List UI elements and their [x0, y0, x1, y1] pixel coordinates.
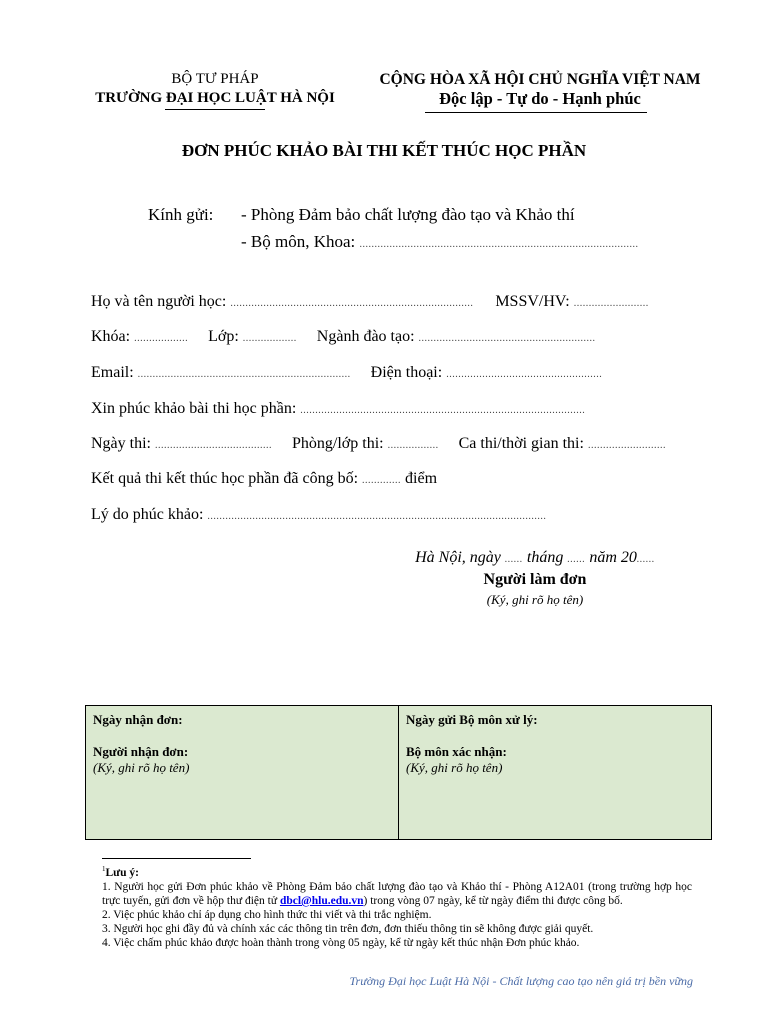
republic-name: CỘNG HÒA XÃ HỘI CHỦ NGHĨA VIỆT NAM: [379, 71, 701, 88]
shift-blank[interactable]: ..........................: [587, 440, 666, 451]
receipt-right-cell: [398, 706, 711, 839]
review-request-blank[interactable]: ...............................................................................................: [300, 405, 586, 416]
reason-label: Lý do phúc khảo:: [91, 506, 204, 523]
reason-blank[interactable]: .................................................................................................................: [207, 511, 547, 522]
recipient-line-1: - Phòng Đảm bảo chất lượng đào tạo và Khảo thí: [241, 205, 575, 224]
receive-date-label: Ngày nhận đơn:: [93, 712, 183, 727]
course-blank[interactable]: ..................: [134, 333, 189, 344]
row-contact: [91, 364, 602, 382]
day-blank[interactable]: ......: [504, 554, 523, 565]
month-blank[interactable]: ......: [567, 554, 586, 565]
ministry-name: BỘ TƯ PHÁP: [171, 71, 259, 87]
page-footer: Trường Đại học Luật Hà Nội - Chất lượng cao tạo nên giá trị bền vững: [349, 974, 693, 988]
course-label: Khóa:: [91, 328, 131, 345]
note-2: 2. Việc phúc khảo chỉ áp dụng cho hình thức thi viết và thi trắc nghiệm.: [102, 908, 432, 921]
room-label: Phòng/lớp thi:: [292, 435, 384, 452]
note-3: 3. Người học ghi đầy đủ và chính xác các thông tin trên đơn, đơn thiếu thông tin sẽ không được giải quyết.: [102, 922, 594, 935]
class-blank[interactable]: ..................: [242, 333, 297, 344]
footnote-separator: [102, 858, 251, 859]
recipient-block: [148, 201, 639, 258]
phone-label: Điện thoại:: [370, 364, 443, 381]
recipient-label: Kính gửi:: [148, 205, 214, 224]
year-blank[interactable]: ......: [636, 554, 655, 565]
forward-date-label: Ngày gửi Bộ môn xử lý:: [406, 712, 538, 727]
exam-date-blank[interactable]: .......................................: [155, 440, 272, 451]
room-blank[interactable]: .................: [387, 440, 439, 451]
row-name: [91, 293, 649, 311]
national-motto: Độc lập - Tự do - Hạnh phúc: [439, 89, 641, 108]
note-1: [102, 880, 692, 908]
form-title: ĐƠN PHÚC KHẢO BÀI THI KẾT THÚC HỌC PHẦN: [181, 141, 587, 160]
major-label: Ngành đào tạo:: [316, 328, 415, 345]
full-name-label: Họ và tên người học:: [91, 293, 227, 310]
row-review-request: [91, 400, 585, 418]
note-4: 4. Việc chấm phúc khảo được hoàn thành trong vòng 05 ngày, kể từ ngày kết thúc nhận Đơn phúc khảo.: [102, 936, 580, 949]
email-link[interactable]: dbcl@hlu.edu.vn: [279, 894, 364, 907]
row-reason: [91, 506, 546, 524]
student-id-blank[interactable]: .........................: [573, 298, 649, 309]
result-label: Kết quả thi kết thúc học phần đã công bố:: [91, 470, 359, 487]
department-confirm-label: Bộ môn xác nhận:: [406, 744, 507, 759]
row-result: [91, 470, 437, 488]
header-left-underline: [165, 109, 265, 110]
notes-title: Lưu ý:: [105, 866, 139, 879]
department-sign-note: (Ký, ghi rõ họ tên): [406, 760, 503, 775]
receiver-sign-note: (Ký, ghi rõ họ tên): [93, 760, 190, 775]
receipt-left-cell: [86, 706, 398, 839]
score-blank[interactable]: .............: [362, 475, 402, 486]
score-unit: điểm: [405, 470, 438, 487]
email-blank[interactable]: .......................................................................: [137, 369, 351, 380]
header-right: [362, 70, 718, 108]
date-year: năm 20: [589, 549, 637, 566]
exam-date-label: Ngày thi:: [91, 435, 151, 452]
review-request-label: Xin phúc khảo bài thi học phần:: [91, 400, 297, 417]
header-left: [70, 70, 360, 108]
school-name: TRƯỜNG ĐẠI HỌC LUẬT HÀ NỘI: [95, 90, 335, 106]
receiver-label: Người nhận đơn:: [93, 744, 189, 759]
full-name-blank[interactable]: .................................................................................: [230, 298, 474, 309]
date-place: Hà Nội, ngày: [415, 549, 501, 566]
phone-blank[interactable]: ....................................................: [446, 369, 603, 380]
note-1-tail: ) trong vòng 07 ngày, kể từ ngày điểm thi được công bố.: [363, 894, 623, 907]
student-id-label: MSSV/HV:: [495, 293, 570, 310]
signer-title: Người làm đơn: [483, 571, 587, 588]
signer-note: (Ký, ghi rõ họ tên): [486, 592, 584, 607]
footnote-marker: 1: [102, 865, 106, 873]
date-month: tháng: [526, 549, 564, 566]
note-1-text: 1. Người học gửi Đơn phúc khảo về Phòng Đảm bảo chất lượng đào tạo và Khảo thí - Phòng A12A01 (trong trường hợp học trực tuyến, gửi đơn về hộp thư điện tử: [102, 880, 692, 907]
footnote-notes: [102, 862, 692, 950]
email-label: Email:: [91, 364, 134, 381]
signature-block: [330, 548, 740, 610]
receipt-box: [85, 705, 712, 840]
row-class: [91, 328, 596, 346]
header-right-underline: [425, 112, 647, 113]
shift-label: Ca thi/thời gian thi:: [458, 435, 584, 452]
major-blank[interactable]: ...........................................................: [418, 333, 596, 344]
row-exam: [91, 435, 666, 453]
recipient-line-2: - Bộ môn, Khoa:: [241, 232, 356, 251]
department-blank[interactable]: .............................................................................................: [359, 239, 639, 250]
class-label: Lớp:: [208, 328, 239, 345]
